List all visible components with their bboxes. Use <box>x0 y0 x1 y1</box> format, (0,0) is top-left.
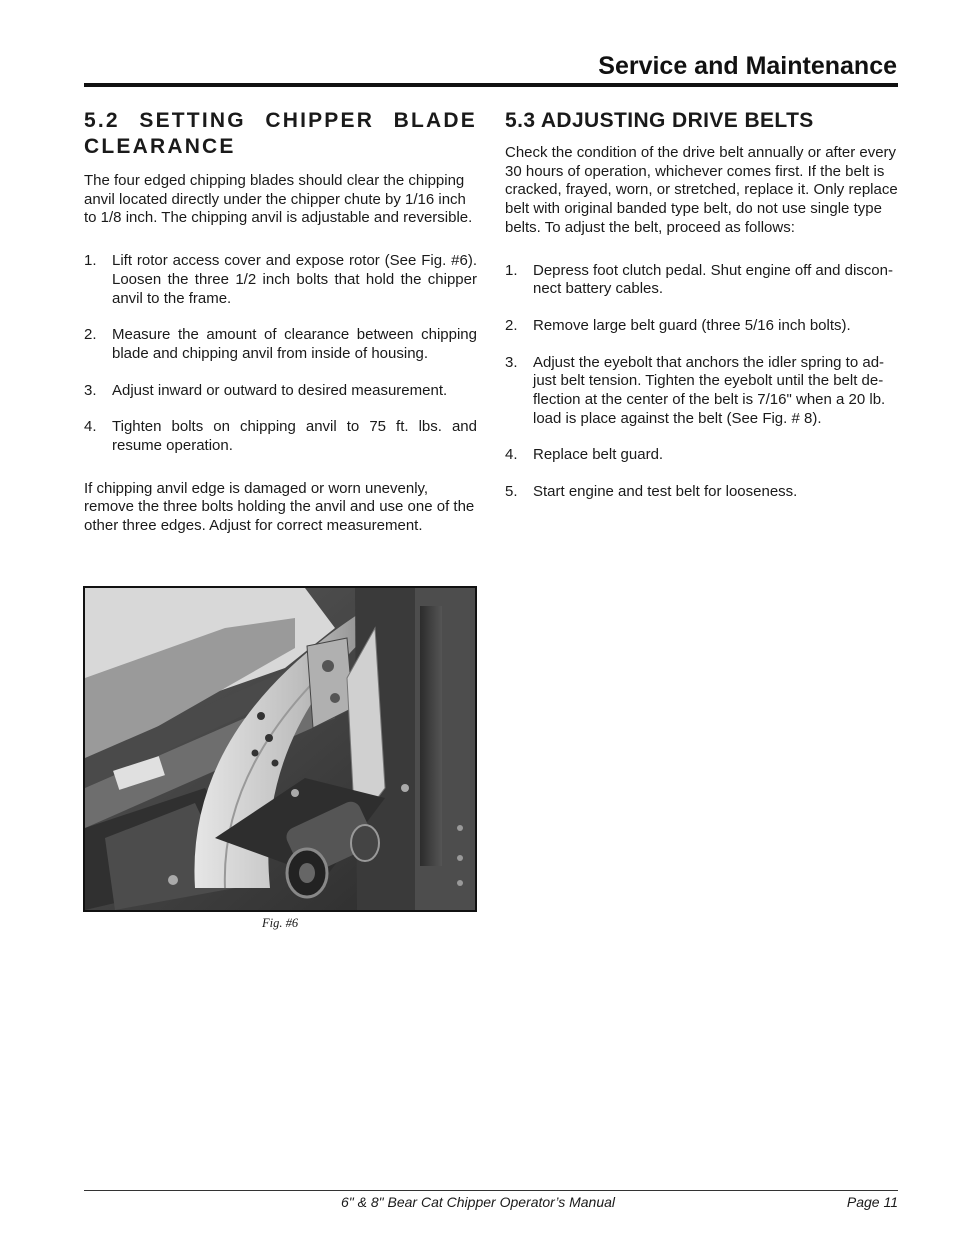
list-item <box>84 252 477 308</box>
step-text: Adjust inward or outward to desired measurement. <box>112 381 448 399</box>
list-item <box>505 483 898 502</box>
step-text: Lift rotor access cover and expose rotor (See Fig. #6). Loosen the three 1/2 inch bolts that hold the chipper anvil to the frame. <box>112 252 477 307</box>
step-number: 4. <box>84 418 97 436</box>
list-item <box>505 317 898 336</box>
section-5-3-steps <box>505 262 898 502</box>
step-text: Depress foot clutch pedal. Shut engine off and discon-nect battery cables. <box>533 261 893 298</box>
step-number: 2. <box>84 326 97 344</box>
section-5-3 <box>505 108 898 502</box>
step-text: Tighten bolts on chipping anvil to 75 ft. lbs. and resume operation. <box>112 418 477 455</box>
footer-manual-title: 6" & 8" Bear Cat Chipper Operator’s Manual <box>341 1194 616 1210</box>
step-number: 3. <box>84 381 97 399</box>
section-5-2-title: 5.2 SETTING CHIPPER BLADE CLEARANCE <box>84 109 477 158</box>
list-item <box>84 418 477 455</box>
step-text: Start engine and test belt for looseness. <box>533 483 798 501</box>
section-5-3-intro: Check the condition of the drive belt annually or after every 30 hours of operation, whichever comes first. If the belt is cracked, frayed, worn, or stretched, replace it. Only replace belt with original banded type belt, do not use single type belts. To adjust the belt, proceed as follows: <box>505 144 898 236</box>
step-text: Remove large belt guard (three 5/16 inch bolts). <box>533 316 851 334</box>
list-item <box>505 354 898 429</box>
list-item <box>84 382 477 401</box>
step-number: 4. <box>505 446 518 464</box>
step-number: 2. <box>505 316 518 334</box>
step-number: 3. <box>505 353 518 371</box>
figure-6-caption: Fig. #6 <box>262 916 299 930</box>
section-5-2-intro: The four edged chipping blades should clear the chipping anvil located directly under the chipper chute by 1/16 inch to 1/8 inch. The chipping anvil is adjustable and reversible. <box>84 172 473 227</box>
section-5-2 <box>84 108 477 536</box>
list-item <box>84 326 477 363</box>
footer-rule <box>84 1190 898 1191</box>
step-text: Replace belt guard. <box>533 446 664 464</box>
figure-6-photo <box>83 586 477 912</box>
list-item <box>505 446 898 465</box>
footer-page-number: Page 11 <box>846 1194 898 1210</box>
step-number: 5. <box>505 483 518 501</box>
page-header-title: Service and Maintenance <box>598 52 897 80</box>
step-number: 1. <box>84 252 97 270</box>
step-text: Adjust the eyebolt that anchors the idler spring to ad-just belt tension. Tighten the eyebolt until the belt de-flection at the center of the belt is 7/16" when a 20 lb. load is place against the belt (See Fig. # 8). <box>533 353 886 427</box>
step-number: 1. <box>505 261 518 279</box>
step-text: Measure the amount of clearance between chipping blade and chipping anvil from inside of housing. <box>112 326 477 362</box>
chipper-anvil-photo <box>85 588 475 910</box>
header-rule <box>84 83 898 87</box>
section-5-2-closing: If chipping anvil edge is damaged or worn unevenly, remove the three bolts holding the anvil and use one of the other three edges. Adjust for correct measurement. <box>84 479 475 535</box>
section-5-2-steps <box>84 252 477 456</box>
section-5-3-title: 5.3 ADJUSTING DRIVE BELTS <box>505 109 814 132</box>
list-item <box>505 262 898 299</box>
